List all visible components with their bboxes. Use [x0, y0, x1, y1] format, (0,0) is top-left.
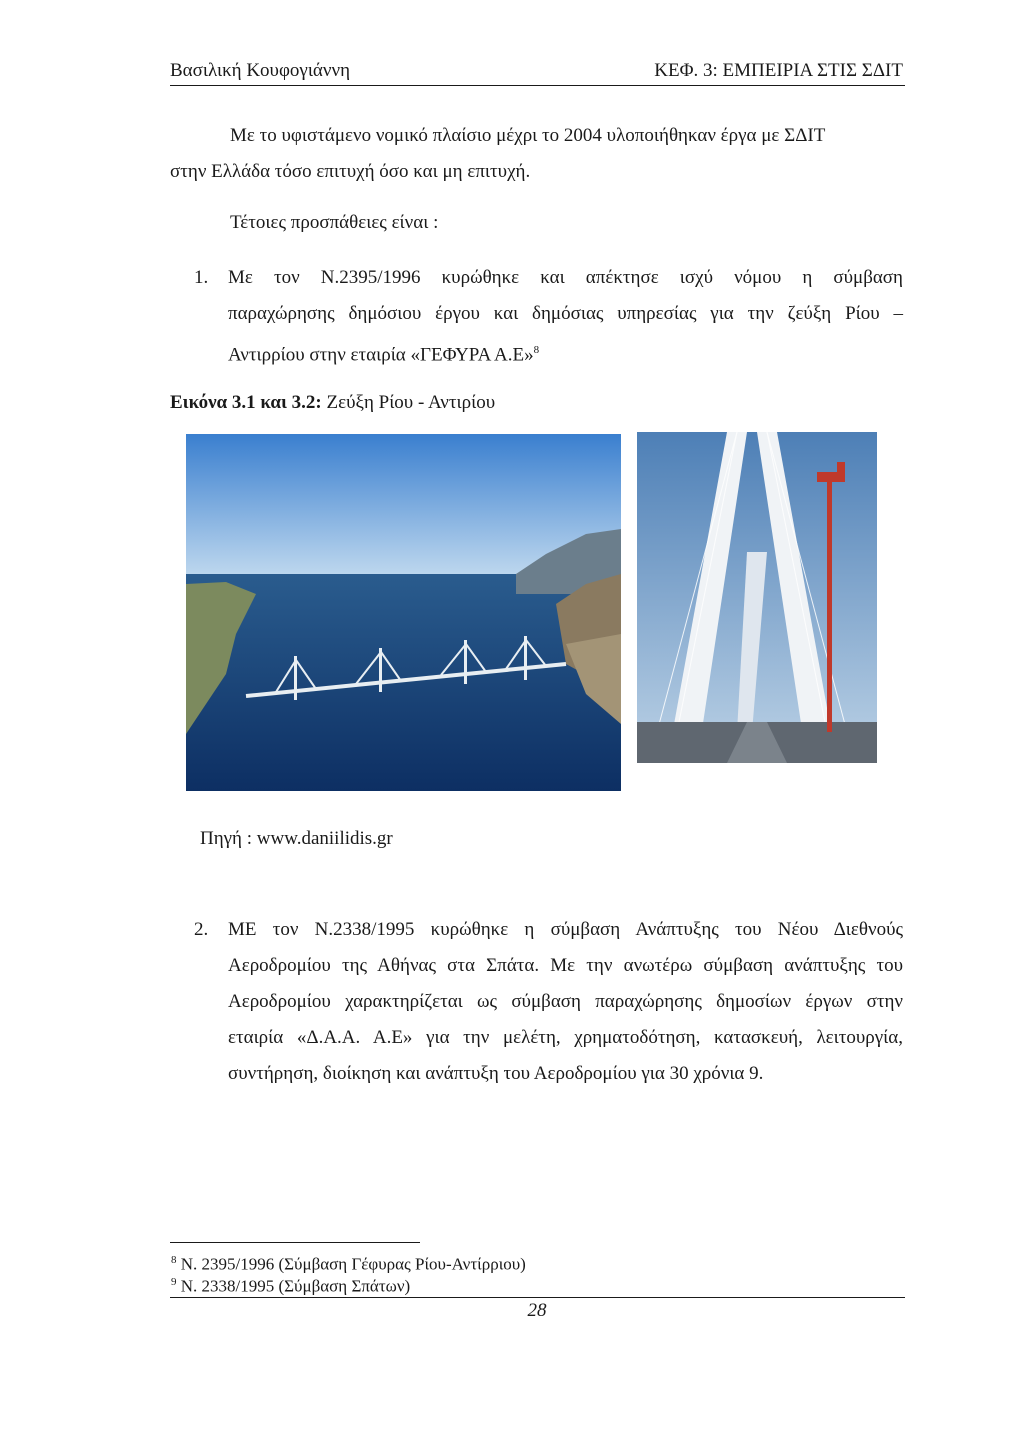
item2-line-3: Αεροδρομίου χαρακτηρίζεται ως σύμβαση παραχώρησης δημοσίων έργων στην [228, 991, 903, 1012]
intro-line-2: στην Ελλάδα τόσο επιτυχή όσο και μη επιτυχή. [170, 161, 531, 182]
efforts-label: Τέτοιες προσπάθειες είναι : [230, 212, 439, 233]
item1-line-2: παραχώρησης δημόσιου έργου και δημόσιας υπηρεσίας για την ζεύξη Ρίου – [228, 303, 903, 324]
header-rule [170, 85, 905, 86]
footer-rule [170, 1297, 905, 1298]
figure-source: Πηγή : www.daniilidis.gr [200, 828, 393, 849]
footnote-mark-9: 9 [171, 1276, 177, 1288]
item1-line-3 [228, 332, 903, 373]
footnote-rule [170, 1242, 420, 1243]
item2-line-1: ΜΕ τον Ν.2338/1995 κυρώθηκε η σύμβαση Ανάπτυξης του Νέου Διεθνούς [228, 919, 903, 940]
item1-line-3-text: Αντιρρίου στην εταιρία «ΓΕΦΥΡΑ Α.Ε» [228, 344, 534, 366]
footnote-ref-8: 8 [533, 344, 540, 356]
figure-bridge-deck [637, 432, 877, 763]
item2-line-2: Αεροδρομίου της Αθήνας στα Σπάτα. Με την ανωτέρω σύμβαση ανάπτυξης του [228, 955, 903, 976]
footnote-mark-8: 8 [171, 1254, 177, 1266]
footnote-9 [171, 1276, 410, 1297]
list-number-2: 2. [194, 919, 209, 940]
item1-line-1: Με τον Ν.2395/1996 κυρώθηκε και απέκτησε ισχύ νόμου η σύμβαση [228, 267, 903, 288]
page-number: 28 [527, 1300, 547, 1321]
footnote-text-9: Ν. 2338/1995 (Σύμβαση Σπάτων) [180, 1276, 411, 1296]
aerial-bridge-image [186, 434, 621, 791]
figure-caption-text: Ζεύξη Ρίου - Αντιρίου [326, 392, 496, 413]
footnote-8 [171, 1254, 526, 1275]
running-header-chapter: ΚΕΦ. 3: ΕΜΠΕΙΡΙΑ ΣΤΙΣ ΣΔΙΤ [654, 60, 903, 81]
footnote-text-8: Ν. 2395/1996 (Σύμβαση Γέφυρας Ρίου-Αντίρριου) [180, 1254, 526, 1274]
list-number-1: 1. [194, 267, 209, 288]
bridge-deck-image [637, 432, 877, 763]
intro-line-1: Με το υφιστάμενο νομικό πλαίσιο μέχρι το 2004 υλοποιήθηκαν έργα με ΣΔΙΤ [230, 125, 826, 146]
figure-aerial-bridge [186, 434, 621, 791]
figure-caption-label: Εικόνα 3.1 και 3.2: [170, 392, 322, 413]
running-header-author: Βασιλική Κουφογιάννη [170, 60, 351, 81]
figure-caption [170, 385, 903, 421]
item2-line-4: εταιρία «Δ.Α.Α. Α.Ε» για την μελέτη, χρηματοδότηση, κατασκευή, λειτουργία, [228, 1027, 903, 1048]
item2-line-5: συντήρηση, διοίκηση και ανάπτυξη του Αεροδρομίου για 30 χρόνια 9. [228, 1063, 764, 1084]
